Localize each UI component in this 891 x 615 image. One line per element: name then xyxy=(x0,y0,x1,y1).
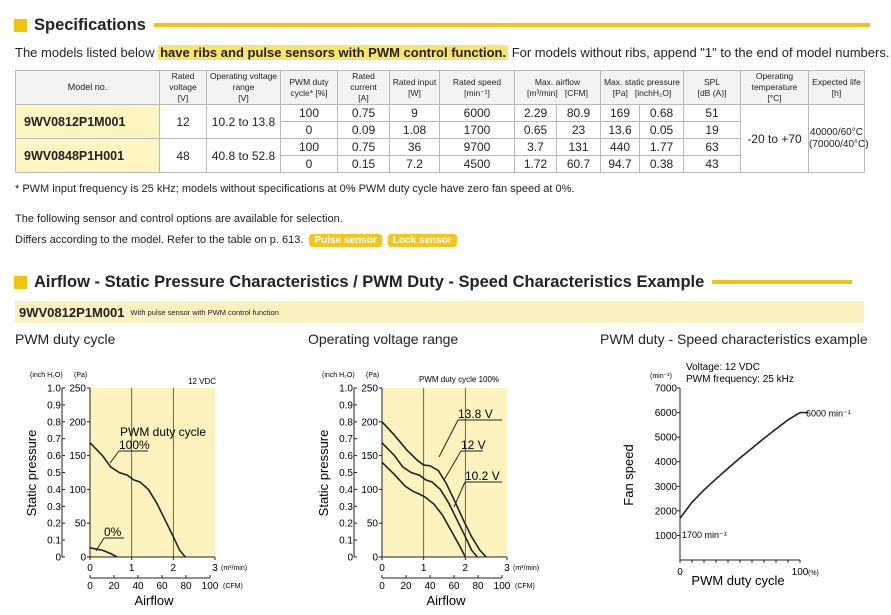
label-low: 1700 min⁻¹ xyxy=(682,530,727,541)
section-divider xyxy=(712,280,852,284)
pwm-duty-chart xyxy=(0,355,295,615)
y-axis-label: Static pressure xyxy=(24,429,39,517)
annotation-voltage: 12 VDC xyxy=(188,377,217,386)
legend-label: PWM duty cycle xyxy=(120,425,207,439)
model-cell: 9WV0812P1M001 xyxy=(16,105,160,139)
inch-tick-label: 0.5 xyxy=(47,468,61,479)
pa-tick-label: 0 xyxy=(80,552,86,564)
inch-tick-label: 0.9 xyxy=(47,400,61,412)
op-temp-cell: -20 to +70 xyxy=(741,105,809,173)
y-axis-label: Static pressure xyxy=(316,429,331,517)
airflow-section-header xyxy=(14,272,852,292)
header-rated-speed: Rated speed [min⁻¹] xyxy=(440,71,515,105)
lock-sensor-badge: Lock sensor xyxy=(388,234,457,247)
inch-tick-label: 0.8 xyxy=(47,417,61,429)
x-tick-label: 2 xyxy=(170,563,177,574)
inch-tick-label: 0.6 xyxy=(47,451,61,463)
pa-tick-label: 0 xyxy=(372,552,378,564)
airflow-section-title: Airflow - Static Pressure Characteristics / PWM Duty - Speed Characteristics Example xyxy=(34,272,705,291)
pa-tick-label: 200 xyxy=(69,417,86,429)
inch-tick-label: 0.1 xyxy=(339,535,353,547)
pa-tick-label: 100 xyxy=(361,484,378,496)
differs-note: Differs according to the model. Refer to the table on p. 613. Pulse sensor Lock sensor xyxy=(15,234,457,247)
section-divider xyxy=(154,23,870,27)
cfm-tick-label: 0 xyxy=(87,581,93,592)
speed-chart xyxy=(588,355,888,615)
inch-tick-label: 0.1 xyxy=(47,535,61,547)
example-model: 9WV0812P1M001 xyxy=(19,304,125,320)
inch-tick-label: 0.9 xyxy=(339,400,353,412)
example-subtitle: With pulse sensor with PWM control function xyxy=(130,307,279,317)
cfm-tick-label: 80 xyxy=(472,581,484,592)
cfm-tick-label: 0 xyxy=(379,581,385,592)
pa-tick-label: 100 xyxy=(69,484,86,496)
header-pwm-duty: PWM duty cycle* [%] xyxy=(281,71,338,105)
cfm-tick-label: 40 xyxy=(132,581,144,592)
inch-tick-label: 0.7 xyxy=(339,434,353,446)
y-unit: (min⁻¹) xyxy=(650,373,672,380)
inch-tick-label: 0.4 xyxy=(47,484,61,496)
cfm-tick-label: 20 xyxy=(400,581,412,592)
intro-text: The models listed below have ribs and pulse sensors with PWM control function. For models without ribs, append "1" to the end of model numbers. xyxy=(15,45,890,60)
section-marker-icon xyxy=(14,19,27,32)
inch-tick-label: 0.5 xyxy=(339,468,353,479)
inch-tick-label: 0.6 xyxy=(339,451,353,463)
cfm-tick-label: 80 xyxy=(180,581,192,592)
table-row: 9WV0848P1H001 48 40.8 to 52.8 100 0.75 36 9700 3.7 131 440 1.77 63 xyxy=(16,139,865,156)
header-op-temp: Operating temperature [°C] xyxy=(741,71,809,105)
inch-tick-label: 0.3 xyxy=(47,501,61,513)
chart-title-speed: PWM duty - Speed characteristics example xyxy=(600,331,868,347)
chart-title-pwm: PWM duty cycle xyxy=(15,331,116,347)
y-unit-pa: (Pa) xyxy=(366,372,380,379)
x-axis-label: PWM duty cycle xyxy=(691,573,785,588)
series-label-100: 100% xyxy=(119,438,150,452)
header-operating-voltage: Operating voltage range [V] xyxy=(207,71,281,105)
header-max-airflow: Max. airflow [m³/min] [CFM] xyxy=(515,71,601,105)
spec-section-header xyxy=(14,15,870,35)
annotation-voltage: Voltage: 12 VDC xyxy=(686,362,760,373)
x-tick-label: 0 xyxy=(677,567,683,578)
cfm-tick-label: 60 xyxy=(448,581,460,592)
x-tick-label: 0 xyxy=(87,563,93,574)
x-tick-label: 1 xyxy=(420,563,427,574)
y-tick-label: 4000 xyxy=(654,457,677,469)
y-tick-label: 7000 xyxy=(654,383,677,395)
inch-tick-label: 0.3 xyxy=(339,501,353,513)
cfm-tick-label: 40 xyxy=(424,581,436,592)
inch-tick-label: 0.2 xyxy=(339,518,353,530)
x-axis-label: Airflow xyxy=(426,593,466,608)
pulse-sensor-badge: Pulse sensor xyxy=(309,234,381,247)
table-row: 0 0.15 7.2 4500 1.72 60.7 94.7 0.38 43 xyxy=(16,156,865,173)
footnote: * PWM input frequency is 25 kHz; models without specifications at 0% PWM duty cycle have zero fan speed at 0%. xyxy=(15,183,575,195)
pa-tick-label: 150 xyxy=(69,451,86,463)
pa-tick-label: 250 xyxy=(69,383,86,395)
inch-tick-label: 0 xyxy=(347,552,353,564)
cfm-tick-label: 60 xyxy=(156,581,168,592)
inch-tick-label: 0.2 xyxy=(47,518,61,530)
header-model: Model no. xyxy=(16,71,160,105)
x-unit-m3: (m³/min) xyxy=(221,565,248,572)
table-header-row xyxy=(16,71,865,105)
inch-tick-label: 0 xyxy=(55,552,61,564)
model-cell: 9WV0848P1H001 xyxy=(16,139,160,173)
y-axis-label: Fan speed xyxy=(621,444,636,506)
y-tick-label: 6000 xyxy=(654,408,677,420)
x-unit-cfm: (CFM) xyxy=(223,583,243,590)
label-high: 6000 min⁻¹ xyxy=(806,408,851,419)
y-tick-label: 3000 xyxy=(654,481,677,493)
table-row: 0 0.09 1.08 1700 0.65 23 13.6 0.05 19 xyxy=(16,122,865,139)
header-rated-voltage: Rated voltage [V] xyxy=(160,71,207,105)
x-unit-m3: (m³/min) xyxy=(513,565,540,572)
speed-curve xyxy=(680,413,800,519)
intro-highlight: have ribs and pulse sensors with PWM control function. xyxy=(160,45,507,60)
section-marker-icon xyxy=(14,276,27,289)
inch-tick-label: 0.8 xyxy=(339,417,353,429)
y-unit-inch: (inch H₂O) xyxy=(322,372,355,379)
series-label-12: 12 V xyxy=(461,438,486,452)
spec-section-title: Specifications xyxy=(34,15,146,34)
y-tick-label: 2000 xyxy=(654,506,677,518)
inch-tick-label: 1.0 xyxy=(47,383,61,395)
header-rated-current: Rated current [A] xyxy=(338,71,390,105)
inch-tick-label: 1.0 xyxy=(339,383,353,395)
cfm-tick-label: 100 xyxy=(493,581,511,592)
x-unit-cfm: (CFM) xyxy=(515,583,535,590)
x-tick-label: 100 xyxy=(791,567,809,578)
x-tick-label: 3 xyxy=(504,563,510,574)
series-label-102: 10.2 V xyxy=(465,469,500,483)
inch-tick-label: 0.4 xyxy=(339,484,353,496)
x-tick-label: 1 xyxy=(128,563,135,574)
sensor-note: The following sensor and control options are available for selection. xyxy=(15,213,343,225)
annotation-frequency: PWM frequency: 25 kHz xyxy=(686,374,794,385)
y-tick-label: 1000 xyxy=(654,530,677,542)
cfm-tick-label: 20 xyxy=(108,581,120,592)
spec-table xyxy=(15,70,869,173)
y-unit-pa: (Pa) xyxy=(74,372,88,379)
y-unit-inch: (inch H₂O) xyxy=(30,372,63,379)
example-bar xyxy=(15,301,864,323)
inch-tick-label: 0.7 xyxy=(47,434,61,446)
x-unit: (%) xyxy=(808,570,819,577)
x-tick-label: 2 xyxy=(462,563,469,574)
series-label-0: 0% xyxy=(104,525,122,539)
x-tick-label: 0 xyxy=(379,563,385,574)
pa-tick-label: 50 xyxy=(366,518,378,530)
life-cell: 40000/60°C (70000/40°C) xyxy=(809,105,865,173)
x-axis-label: Airflow xyxy=(134,593,174,608)
pa-tick-label: 250 xyxy=(361,383,378,395)
y-tick-label: 5000 xyxy=(654,432,677,444)
cfm-tick-label: 100 xyxy=(201,581,219,592)
chart-title-voltage: Operating voltage range xyxy=(308,331,459,347)
series-label-138: 13.8 V xyxy=(458,407,493,421)
x-tick-label: 3 xyxy=(212,563,218,574)
pa-tick-label: 150 xyxy=(361,451,378,463)
header-max-pressure: Max. static pressure [Pa] [inchH₂O] xyxy=(601,71,684,105)
header-life: Expected life [h] xyxy=(809,71,865,105)
header-rated-input: Rated input [W] xyxy=(390,71,440,105)
table-row: 9WV0812P1M001 12 10.2 to 13.8 100 0.75 9 6000 2.29 80.9 169 0.68 51 -20 to +70 40000/60°C (70000/40°C) xyxy=(16,105,865,122)
header-spl: SPL [dB (A)] xyxy=(684,71,741,105)
pa-tick-label: 200 xyxy=(361,417,378,429)
voltage-range-chart xyxy=(292,355,587,615)
annotation-duty: PWM duty cycle 100% xyxy=(419,375,500,384)
pa-tick-label: 50 xyxy=(74,518,86,530)
